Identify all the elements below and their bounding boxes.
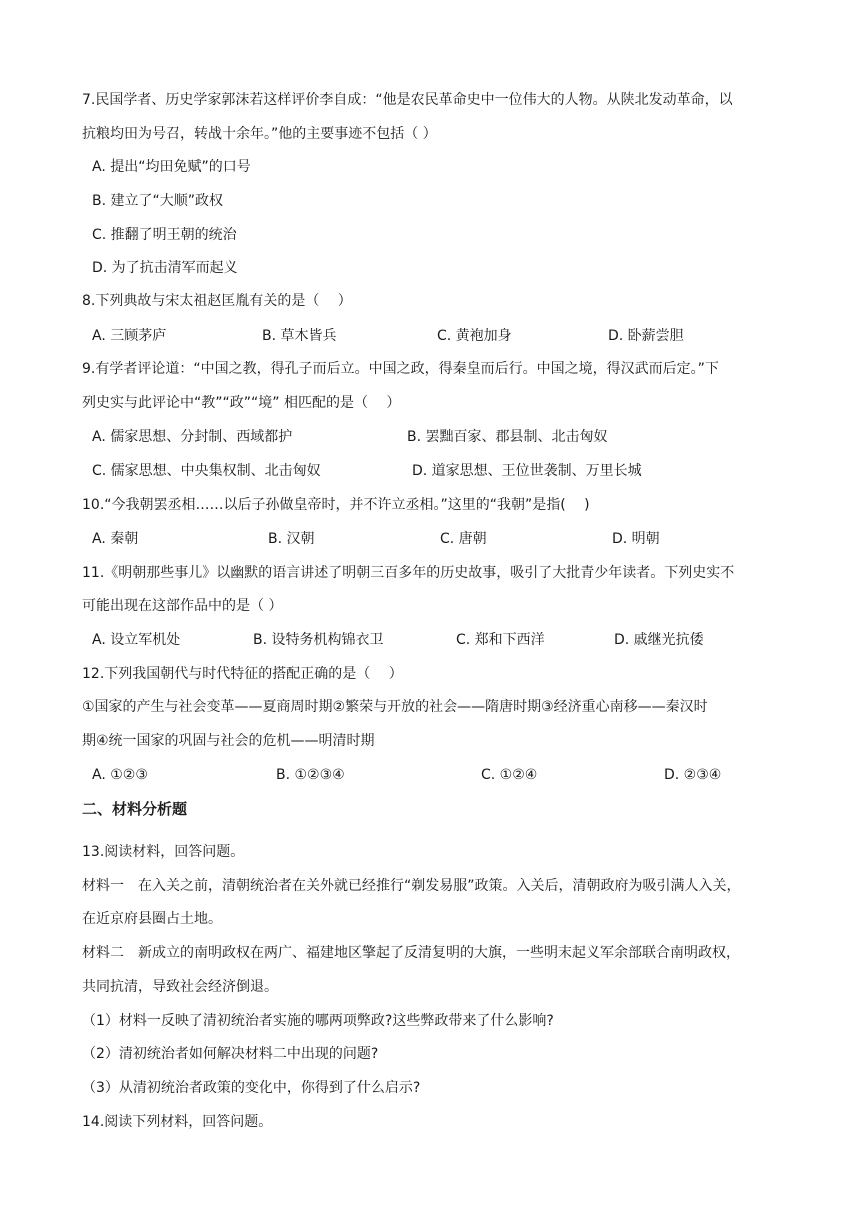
q10-option-c: C. 唐朝 <box>440 531 487 547</box>
q11-option-c: C. 郑和下西洋 <box>456 632 545 648</box>
q14-stem: 14.阅读下列材料，回答问题。 <box>82 1114 273 1130</box>
q9-option-c: C. 儒家思想、中央集权制、北击匈奴 <box>92 463 321 479</box>
q9-option-b: B. 罢黜百家、郡县制、北击匈奴 <box>407 429 608 445</box>
q13-subquestion-3: （3）从清初统治者政策的变化中，你得到了什么启示? <box>82 1080 421 1096</box>
q7-stem-line2: 抗粮均田为号召，转战十余年。”他的主要事迹不包括（ ） <box>82 126 437 142</box>
q12-statements-line1: ①国家的产生与社会变革——夏商周时期②繁荣与开放的社会——隋唐时期③经济重心南移——秦汉时 <box>82 699 708 715</box>
q10-option-d: D. 明朝 <box>612 531 660 547</box>
q7-option-c: C. 推翻了明王朝的统治 <box>92 227 237 243</box>
q13-material1-line1: 材料一 在入关之前，清朝统治者在关外就已经推行“剃发易服”政策。入关后，清朝政府为吸引满人入关， <box>82 878 741 894</box>
q10-option-a: A. 秦朝 <box>92 531 139 547</box>
q12-option-b: B. ①②③④ <box>276 767 345 783</box>
q8-option-c: C. 黄袍加身 <box>437 328 512 344</box>
q10-option-b: B. 汉朝 <box>268 531 315 547</box>
q7-stem-line1: 7.民国学者、历史学家郭沫若这样评价李自成：“他是农民革命史中一位伟大的人物。从陕北发动革命，以 <box>82 92 733 108</box>
q8-option-d: D. 卧薪尝胆 <box>608 328 684 344</box>
q11-stem-line1: 11.《明朝那些事儿》以幽默的语言讲述了明朝三百多年的历史故事，吸引了大批青少年读者。下列史实不 <box>82 565 735 581</box>
q9-option-a: A. 儒家思想、分封制、西域都护 <box>92 429 293 445</box>
q7-option-b: B. 建立了“大顺”政权 <box>92 193 224 209</box>
q10-stem: 10.“今我朝罢丞相……以后子孙做皇帝时，并不许立丞相。”这里的“我朝”是指( ) <box>82 497 590 513</box>
q11-option-b: B. 设特务机构锦衣卫 <box>253 632 384 648</box>
section-heading-material-analysis: 二、材料分析题 <box>82 800 188 818</box>
q9-stem-line2: 列史实与此评论中“教”“政”“境” 相匹配的是（ ） <box>82 395 401 411</box>
q12-option-d: D. ②③④ <box>664 767 722 783</box>
q7-option-d: D. 为了抗击清军而起义 <box>92 260 238 276</box>
q7-option-a: A. 提出“均田免赋”的口号 <box>92 159 251 175</box>
q12-statements-line2: 期④统一国家的巩固与社会的危机——明清时期 <box>82 733 375 749</box>
q8-option-a: A. 三顾茅庐 <box>92 328 167 344</box>
q13-subquestion-2: （2）清初统治者如何解决材料二中出现的问题? <box>82 1046 379 1062</box>
q13-material1-line2: 在近京府县圈占土地。 <box>82 911 222 927</box>
q12-stem: 12.下列我国朝代与时代特征的搭配正确的是（ ） <box>82 666 403 682</box>
q13-material2-line1: 材料二 新成立的南明政权在两广、福建地区擎起了反清复明的大旗，一些明末起义军余部联合南明政权， <box>82 945 740 961</box>
q13-material2-line2: 共同抗清，导致社会经济倒退。 <box>82 979 278 995</box>
q9-option-d: D. 道家思想、王位世袭制、万里长城 <box>412 463 642 479</box>
q9-stem-line1: 9.有学者评论道：“中国之教，得孔子而后立。中国之政，得秦皇而后行。中国之境，得汉武而后定。”下 <box>82 361 719 377</box>
q12-option-a: A. ①②③ <box>92 767 148 783</box>
q8-stem: 8.下列典故与宋太祖赵匡胤有关的是（ ） <box>82 293 352 309</box>
q11-option-d: D. 戚继光抗倭 <box>614 632 704 648</box>
q11-stem-line2: 可能出现在这部作品中的是（ ） <box>82 598 283 614</box>
q13-stem: 13.阅读材料，回答问题。 <box>82 844 245 860</box>
q8-option-b: B. 草木皆兵 <box>262 328 337 344</box>
q12-option-c: C. ①②④ <box>481 767 538 783</box>
q13-subquestion-1: （1）材料一反映了清初统治者实施的哪两项弊政?这些弊政带来了什么影响? <box>82 1013 554 1029</box>
q11-option-a: A. 设立军机处 <box>92 632 181 648</box>
